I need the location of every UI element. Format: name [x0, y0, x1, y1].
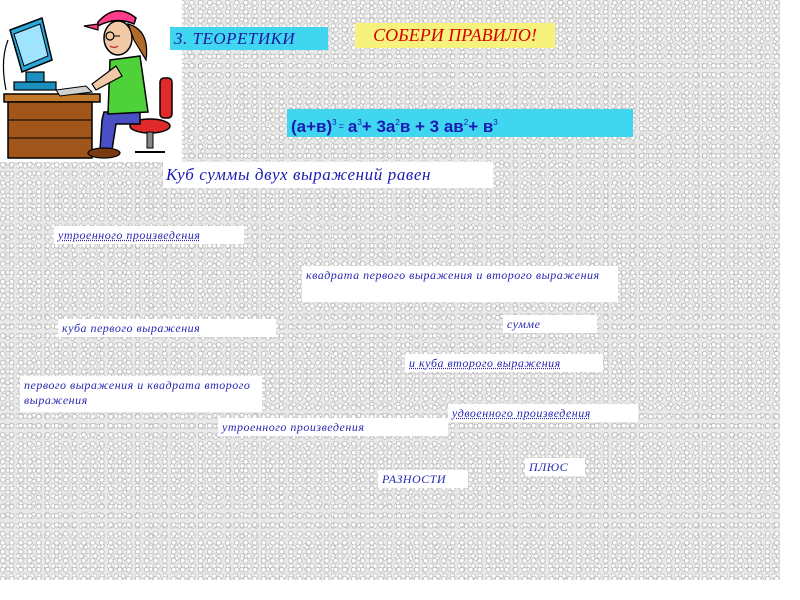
phrase-card-and-cube-second[interactable]: и куба второго выражения [405, 354, 603, 372]
formula-term-2-exponent: 2 [395, 118, 400, 127]
formula-term-4-exponent: 3 [493, 118, 498, 127]
student-at-computer-illustration [0, 0, 182, 162]
formula-term-3-exponent: 2 [463, 118, 469, 127]
phrase-card-plus[interactable]: ПЛЮС [525, 458, 585, 476]
phrase-card-tripled-product[interactable]: утроенного произведения [54, 226, 244, 244]
formula-term-3: в + 3 ав [399, 117, 464, 136]
formula-equals: = [338, 121, 344, 131]
phrase-card-tripled-product-2[interactable]: утроенного произведения [218, 418, 448, 436]
phrase-card-doubled-product[interactable]: удвоенного произведения [448, 404, 638, 422]
phrase-card-first-and-square-second[interactable]: первого выражения и квадрата второго выражения [20, 376, 262, 412]
rule-heading: Куб суммы двух выражений равен [163, 162, 493, 188]
phrase-card-cube-first[interactable]: куба первого выражения [58, 319, 276, 337]
formula-term-4: + в [468, 117, 494, 136]
section-label: 3. ТЕОРЕТИКИ [170, 27, 328, 50]
formula-term-1-exponent: 3 [357, 118, 362, 127]
formula-term-1: а [347, 117, 358, 136]
cube-sum-formula [287, 109, 633, 137]
phrase-card-difference[interactable]: РАЗНОСТИ [378, 470, 468, 488]
formula-lhs: (а+в) [291, 117, 333, 136]
formula-term-2: + 3а [361, 117, 396, 136]
phrase-card-sum[interactable]: сумме [503, 315, 597, 333]
formula-lhs-exponent: 3 [332, 118, 337, 127]
task-label: СОБЕРИ ПРАВИЛО! [355, 23, 555, 48]
phrase-card-square-first-and-second[interactable]: квадрата первого выражения и второго выражения [302, 266, 618, 302]
